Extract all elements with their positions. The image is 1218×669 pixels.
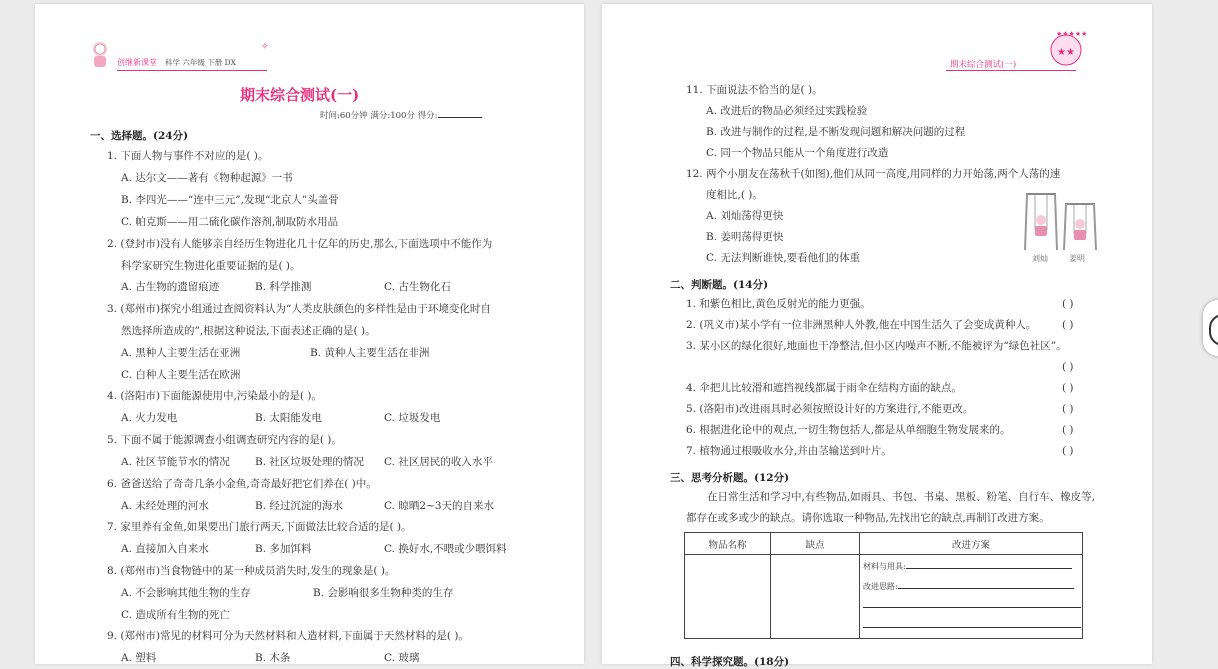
plan-idea-blank[interactable] — [898, 588, 1074, 589]
q12-option-a[interactable]: A. 刘灿荡得更快 — [706, 210, 784, 222]
section-judge-heading: 二、判断题。(14分) — [670, 279, 769, 291]
q4-option-a[interactable]: A. 火力发电 — [121, 412, 178, 424]
q3-stem-line1: 3. (郑州市)探究小组通过查阅资料认为“人类皮肤颜色的多样性是由于环境变化时自 — [107, 303, 491, 315]
q1-option-c[interactable]: C. 帕克斯——用二硫化碳作溶剂,制取防水用品 — [121, 216, 339, 228]
judge-2-answer[interactable]: ( ) — [1062, 319, 1074, 331]
judge-4: 4. 伞把儿比较滑和遮挡视线都属于雨伞在结构方面的缺点。 — [686, 382, 962, 394]
judge-1: 1. 和紫色相比,黄色反射光的能力更强。 — [686, 298, 871, 310]
floating-side-button[interactable] — [1203, 300, 1218, 356]
q11-option-b[interactable]: B. 改进与制作的过程,是不断发现问题和解决问题的过程 — [706, 126, 966, 138]
q8-option-c[interactable]: C. 造成所有生物的死亡 — [121, 609, 230, 621]
q3-option-a[interactable]: A. 黑种人主要生活在亚洲 — [121, 347, 241, 359]
q5-option-b[interactable]: B. 社区垃圾处理的情况 — [255, 456, 364, 468]
q7-option-b[interactable]: B. 多加饵料 — [255, 543, 312, 555]
q9-stem: 9. (郑州市)常见的材料可分为天然材料和人造材料,下面属于天然材料的是( )。 — [107, 630, 469, 642]
section-inquiry-heading: 四、科学探究题。(18分) — [670, 656, 790, 668]
exam-meta — [320, 109, 482, 121]
q6-option-b[interactable]: B. 经过沉淀的海水 — [255, 500, 343, 512]
q1-option-a[interactable]: A. 达尔文——著有《物种起源》一书 — [121, 172, 293, 184]
q8-option-a[interactable]: A. 不会影响其他生物的生存 — [121, 587, 251, 599]
q1-stem: 1. 下面人物与事件不对应的是( )。 — [107, 150, 269, 162]
analysis-paragraph-line1: 在日常生活和学习中,有些物品,如雨具、书包、书桌、黑板、粉笔、自行车、橡皮等, — [707, 491, 1096, 503]
table-header-plan: 改进方案 — [860, 533, 1083, 555]
page-title: 期末综合测试(一) — [240, 86, 360, 104]
q2-option-c[interactable]: C. 古生物化石 — [384, 281, 451, 293]
analysis-paragraph-line2: 都存在或多或少的缺点。请你选取一种物品,先找出它的缺点,再制订改进方案。 — [686, 512, 1050, 524]
svg-text:★★: ★★ — [1057, 47, 1075, 58]
plan-line-3[interactable] — [863, 607, 1081, 608]
q2-option-a[interactable]: A. 古生物的遗留痕迹 — [121, 281, 220, 293]
brand-name: 创继新课堂 — [117, 58, 157, 67]
q4-option-b[interactable]: B. 太阳能发电 — [255, 412, 322, 424]
q9-option-c[interactable]: C. 玻璃 — [384, 652, 420, 664]
judge-2: 2. (巩义市)某小学有一位非洲黑种人外教,他在中国生活久了会变成黄种人。 — [686, 319, 1037, 331]
q9-option-a[interactable]: A. 塑料 — [121, 652, 157, 664]
judge-6-answer[interactable]: ( ) — [1062, 424, 1074, 436]
swing-illustration-jiangming — [1062, 200, 1098, 256]
judge-7-answer[interactable]: ( ) — [1062, 445, 1074, 457]
q8-stem: 8. (郑州市)当食物链中的某一种成员消失时,发生的现象是( )。 — [107, 565, 396, 577]
q12-stem-line1: 12. 两个小朋友在荡秋千(如图),他们从同一高度,用同样的力开始荡,两个人荡的速 — [686, 168, 1061, 180]
q11-stem: 11. 下面说法不恰当的是( )。 — [686, 84, 823, 96]
q12-stem-line2: 度相比,( )。 — [706, 189, 763, 201]
page-right — [602, 4, 1152, 668]
q5-option-c[interactable]: C. 社区居民的收入水平 — [384, 456, 493, 468]
q1-option-b[interactable]: B. 李四光——“连中三元”,发现“北京人”头盖骨 — [121, 194, 339, 206]
improvement-table — [684, 532, 1083, 639]
q7-option-c[interactable]: C. 换好水,不喂或少喂饵料 — [384, 543, 507, 555]
q3-option-c[interactable]: C. 白种人主要生活在欧洲 — [121, 369, 241, 381]
plan-line-4[interactable] — [863, 627, 1081, 628]
header-rule — [117, 70, 267, 71]
judge-3-answer[interactable]: ( ) — [1062, 361, 1074, 373]
side-button-icon — [1209, 314, 1218, 346]
svg-text:★★★★★: ★★★★★ — [1056, 30, 1086, 38]
judge-3: 3. 某小区的绿化很好,地面也干净整洁,但小区内噪声不断,不能被评为“绿色社区”。 — [686, 340, 1067, 352]
q2-stem-line1: 2. (登封市)没有人能够亲自经历生物进化几十亿年的历史,那么,下面选项中不能作为 — [107, 238, 493, 250]
table-header-defect: 缺点 — [771, 533, 860, 555]
swing-illustration-liucan — [1023, 190, 1059, 256]
section-analysis-heading: 三、思考分析题。(12分) — [670, 472, 790, 484]
q2-option-b[interactable]: B. 科学推测 — [255, 281, 312, 293]
page-header-title: 期末综合测试(一) — [950, 60, 1017, 70]
rating-badge-icon — [1046, 28, 1086, 70]
q4-option-c[interactable]: C. 垃圾发电 — [384, 412, 441, 424]
q11-option-a[interactable]: A. 改进后的物品必须经过实践检验 — [706, 105, 868, 117]
plan-materials-blank[interactable] — [906, 568, 1072, 569]
q6-option-c[interactable]: C. 晾晒2~3天的自来水 — [384, 500, 494, 512]
swing-label-jiangming: 姜明 — [1069, 254, 1085, 263]
section-choice-heading: 一、选择题。(24分) — [90, 130, 189, 142]
exam-meta-text: 时间:60分钟 满分:100分 得分: — [320, 111, 438, 121]
q5-stem: 5. 下面不属于能源调查小组调查研究内容的是( )。 — [107, 434, 342, 446]
table-cell-plan[interactable] — [860, 555, 1083, 639]
plan-idea-label: 改进思路: — [863, 582, 898, 591]
q8-option-b[interactable]: B. 会影响很多生物种类的生存 — [313, 587, 454, 599]
star-icon: ✧ — [261, 42, 269, 52]
q9-option-b[interactable]: B. 木条 — [255, 652, 291, 664]
plan-idea-row — [863, 581, 1074, 592]
q3-option-b[interactable]: B. 黄种人主要生活在非洲 — [310, 347, 430, 359]
swing-label-liucan: 刘灿 — [1032, 254, 1048, 263]
book-meta: 科学 六年级 下册 DX — [165, 58, 237, 67]
plan-materials-label: 材料与用具: — [863, 562, 906, 571]
table-header-item: 物品名称 — [685, 533, 771, 555]
header-rule-right — [946, 70, 1076, 71]
q2-stem-line2: 科学家研究生物进化重要证据的是( )。 — [121, 260, 301, 272]
q4-stem: 4. (洛阳市)下面能源使用中,污染最小的是( )。 — [107, 390, 322, 402]
q11-option-c[interactable]: C. 同一个物品只能从一个角度进行改造 — [706, 147, 889, 159]
table-cell-defect[interactable] — [771, 555, 860, 639]
q6-stem: 6. 爸爸送给了奇奇几条小金鱼,奇奇最好把它们养在( )中。 — [107, 478, 377, 490]
page-left — [35, 4, 584, 664]
judge-1-answer[interactable]: ( ) — [1062, 298, 1074, 310]
logo-illustration — [89, 40, 111, 70]
plan-materials-row — [863, 561, 1072, 572]
table-cell-item[interactable] — [685, 555, 771, 639]
judge-5: 5. (洛阳市)改进雨具时必须按照设计好的方案进行,不能更改。 — [686, 403, 974, 415]
q12-option-c[interactable]: C. 无法判断谁快,要看他们的体重 — [706, 252, 861, 264]
q5-option-a[interactable]: A. 社区节能节水的情况 — [121, 456, 230, 468]
q12-option-b[interactable]: B. 姜明荡得更快 — [706, 231, 784, 243]
judge-4-answer[interactable]: ( ) — [1062, 382, 1074, 394]
q7-option-a[interactable]: A. 直接加入自来水 — [121, 543, 209, 555]
judge-7: 7. 植物通过根吸收水分,并由茎输送到叶片。 — [686, 445, 892, 457]
q7-stem: 7. 家里养有金鱼,如果要出门旅行两天,下面做法比较合适的是( )。 — [107, 521, 412, 533]
score-blank[interactable] — [438, 117, 482, 118]
q6-option-a[interactable]: A. 未经处理的河水 — [121, 500, 209, 512]
q3-stem-line2: 然选择所造成的”,根据这种说法,下面表述正确的是( )。 — [121, 325, 376, 337]
judge-6: 6. 根据进化论中的观点,一切生物包括人,都是从单细胞生物发展来的。 — [686, 424, 1011, 436]
judge-5-answer[interactable]: ( ) — [1062, 403, 1074, 415]
